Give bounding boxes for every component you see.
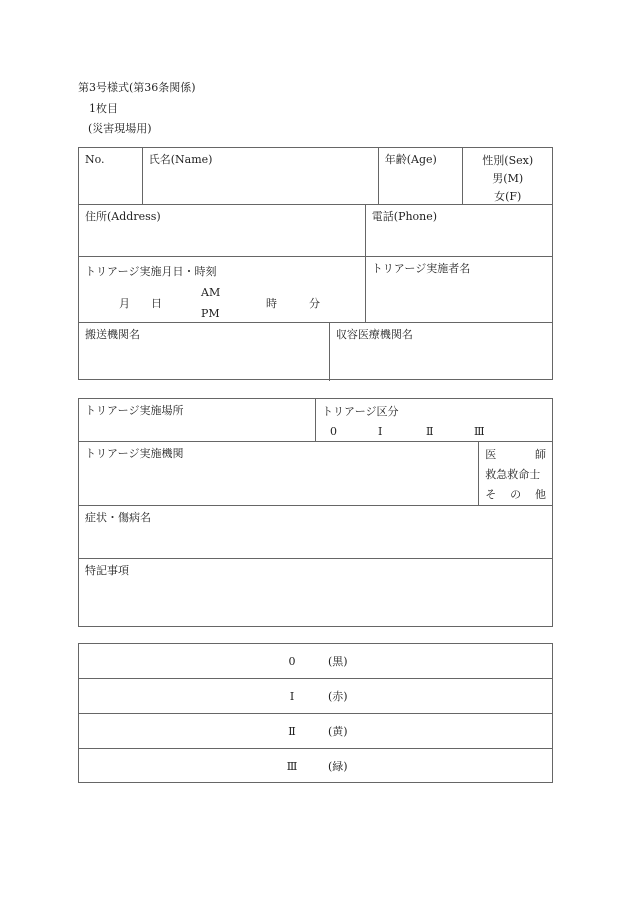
- table-row: [79, 148, 552, 205]
- sex-cell: [463, 148, 552, 204]
- no-label: No.: [85, 153, 105, 166]
- patient-info-table: [78, 147, 553, 380]
- transport-agency-label: 搬送機関名: [85, 328, 140, 341]
- triage-location-cell: [79, 399, 316, 441]
- legend-color-green: (緑): [328, 760, 348, 773]
- sheet-number-heading: 1枚目: [89, 102, 118, 115]
- triage-performer-label: トリアージ実施者名: [371, 262, 471, 275]
- form-number-heading: 第3号様式(第36条関係): [78, 81, 196, 94]
- name-label: 氏名(Name): [148, 153, 213, 166]
- legend-color-black: (黒): [328, 655, 348, 668]
- legend-row-red: [79, 679, 552, 714]
- category-option-3: Ⅲ: [474, 425, 485, 438]
- triage-agency-label: トリアージ実施機関: [85, 447, 184, 460]
- category-option-2: Ⅱ: [426, 425, 434, 438]
- table-row: [79, 442, 552, 506]
- phone-label: 電話(Phone): [371, 210, 438, 223]
- triage-location-label: トリアージ実施場所: [85, 404, 184, 417]
- address-label: 住所(Address): [85, 210, 161, 223]
- triage-datetime-label: トリアージ実施月日・時刻: [85, 265, 217, 278]
- category-option-1: Ⅰ: [378, 425, 383, 438]
- sex-male-option: 男(M): [492, 172, 524, 185]
- triage-datetime-cell: [79, 257, 366, 322]
- sex-female-option: 女(F): [494, 190, 522, 203]
- table-row: [79, 399, 552, 442]
- sex-label: 性別(Sex): [482, 154, 534, 167]
- symptoms-label: 症状・傷病名: [85, 511, 151, 524]
- table-row: [79, 506, 552, 559]
- month-label: 月: [119, 297, 130, 310]
- hour-label: 時: [266, 297, 277, 310]
- name-cell: [143, 148, 379, 204]
- triage-category-label: トリアージ区分: [322, 405, 399, 418]
- phone-cell: [366, 205, 552, 256]
- transport-agency-cell: [79, 323, 330, 381]
- category-color-legend-table: [78, 643, 553, 783]
- remarks-cell: [79, 559, 552, 628]
- legend-row-yellow: [79, 714, 552, 749]
- usage-heading: (災害現場用): [88, 122, 152, 135]
- day-label: 日: [151, 297, 162, 310]
- table-row: [79, 559, 552, 628]
- age-label: 年齢(Age): [384, 153, 437, 166]
- triage-performer-cell: [366, 257, 552, 322]
- legend-color-yellow: (黄): [328, 725, 348, 738]
- practitioner-doctor: 医師: [485, 448, 546, 461]
- category-option-0: 0: [330, 425, 338, 438]
- practitioner-other: その他: [485, 488, 546, 501]
- am-label: AM: [201, 286, 221, 299]
- legend-code-1: Ⅰ: [289, 690, 295, 703]
- receiving-hospital-cell: [330, 323, 552, 381]
- triage-agency-cell: [79, 442, 479, 505]
- legend-code-0: 0: [288, 655, 296, 668]
- symptoms-cell: [79, 506, 552, 558]
- table-row: [79, 205, 552, 257]
- receiving-hospital-label: 収容医療機関名: [335, 328, 413, 341]
- legend-row-green: [79, 749, 552, 784]
- triage-category-cell: [316, 399, 552, 441]
- legend-color-red: (赤): [328, 690, 348, 703]
- no-cell: [79, 148, 143, 204]
- minute-label: 分: [309, 297, 320, 310]
- address-cell: [79, 205, 366, 256]
- table-row: [79, 323, 552, 381]
- legend-code-2: Ⅱ: [288, 725, 296, 738]
- pm-label: PM: [201, 307, 220, 320]
- table-row: [79, 257, 552, 323]
- legend-code-3: Ⅲ: [286, 760, 298, 773]
- practitioner-cell: [479, 442, 552, 505]
- practitioner-paramedic: 救急救命士: [485, 468, 541, 481]
- legend-row-black: [79, 644, 552, 679]
- triage-details-table: [78, 398, 553, 627]
- remarks-label: 特記事項: [85, 564, 129, 577]
- age-cell: [379, 148, 464, 204]
